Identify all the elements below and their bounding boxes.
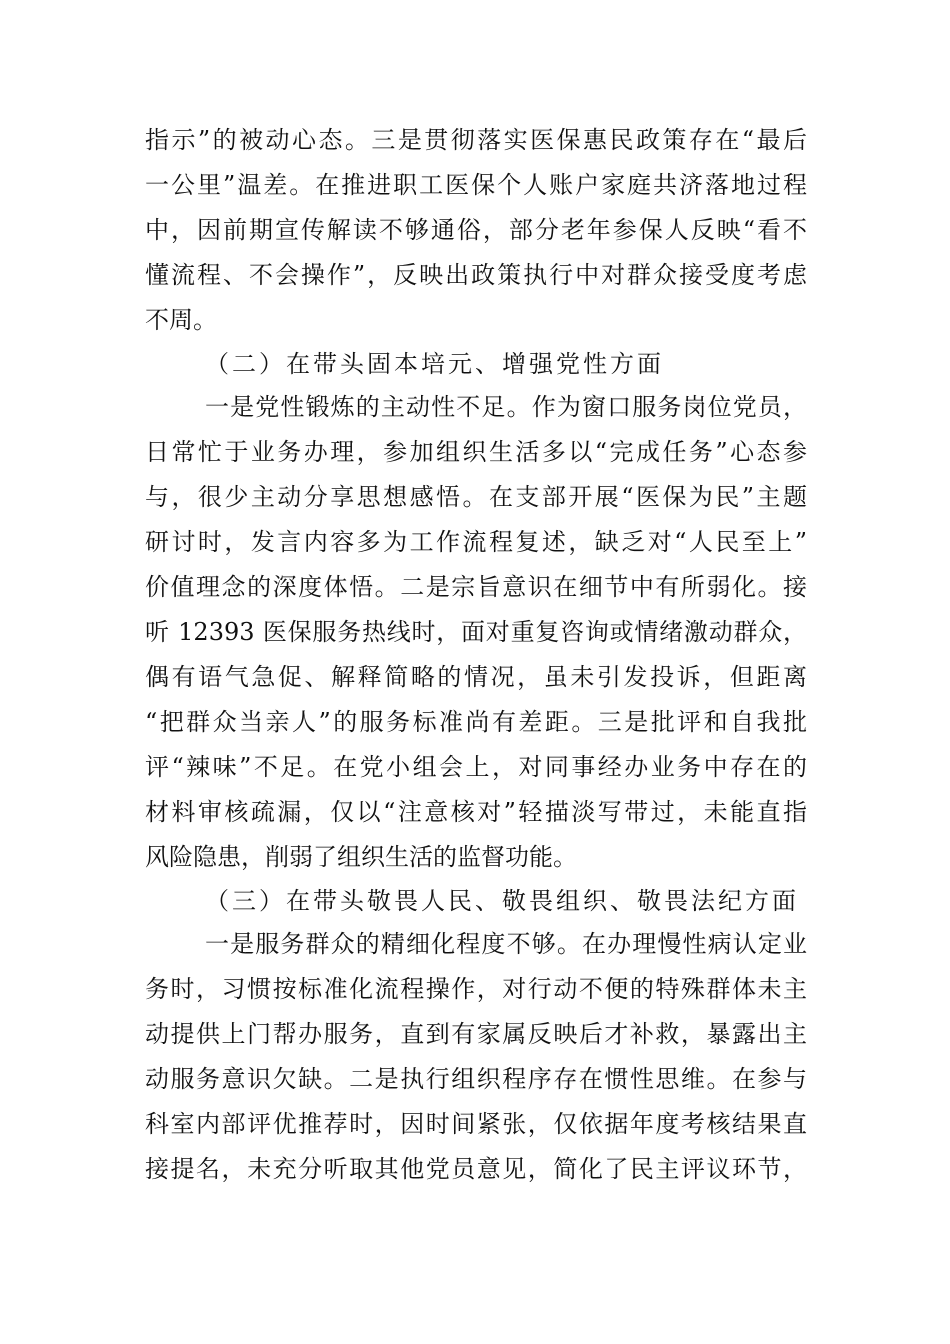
text-line: 风险隐患，削弱了组织生活的监督功能。 [145,843,577,871]
text-line: 评“辣味”不足。在党小组会上，对同事经办业务中存在的 [145,753,807,781]
text-line: 中，因前期宣传解读不够通俗，部分老年参保人反映“看不 [145,216,807,244]
text-line: 不周。 [145,306,217,334]
text-line: 务时，习惯按标准化流程操作，对行动不便的特殊群体未主 [145,975,807,1003]
text-line: 材料审核疏漏，仅以“注意核对”轻描淡写带过，未能直指 [145,798,807,826]
text-line: 接提名，未充分听取其他党员意见，简化了民主评议环节， [145,1155,807,1183]
text-line: 动提供上门帮办服务，直到有家属反映后才补救，暴露出主 [145,1020,807,1048]
text-line: 一是服务群众的精细化程度不够。在办理慢性病认定业 [205,930,807,958]
section-heading-2: （二）在带头固本培元、增强党性方面 [205,350,664,378]
document-page [145,118,807,1192]
text-line: 一公里”温差。在推进职工医保个人账户家庭共济落地过程 [145,171,807,199]
section-heading-3: （三）在带头敬畏人民、敬畏组织、敬畏法纪方面 [205,887,799,915]
text-line: 指示”的被动心态。三是贯彻落实医保惠民政策存在“最后 [145,126,807,154]
text-line: 与，很少主动分享思想感悟。在支部开展“医保为民”主题 [145,483,807,511]
text-line: 听 12393 医保服务热线时，面对重复咨询或情绪激动群众， [145,618,807,646]
text-line: 一是党性锻炼的主动性不足。作为窗口服务岗位党员， [205,393,807,421]
paragraph-party-spirit [145,385,807,880]
paragraph-reverence [145,922,807,1192]
text-line: 懂流程、不会操作”，反映出政策执行中对群众接受度考虑 [145,261,807,289]
paragraph-continuation [145,118,807,343]
text-line: 偶有语气急促、解释简略的情况，虽未引发投诉，但距离 [145,663,807,691]
text-line: 日常忙于业务办理，参加组织生活多以“完成任务”心态参 [145,438,807,466]
text-line: “把群众当亲人”的服务标准尚有差距。三是批评和自我批 [145,708,807,736]
text-line: 科室内部评优推荐时，因时间紧张，仅依据年度考核结果直 [145,1110,807,1138]
text-line: 动服务意识欠缺。二是执行组织程序存在惯性思维。在参与 [145,1065,807,1093]
text-line: 研讨时，发言内容多为工作流程复述，缺乏对“人民至上” [145,528,807,556]
text-line: 价值理念的深度体悟。二是宗旨意识在细节中有所弱化。接 [145,573,807,601]
